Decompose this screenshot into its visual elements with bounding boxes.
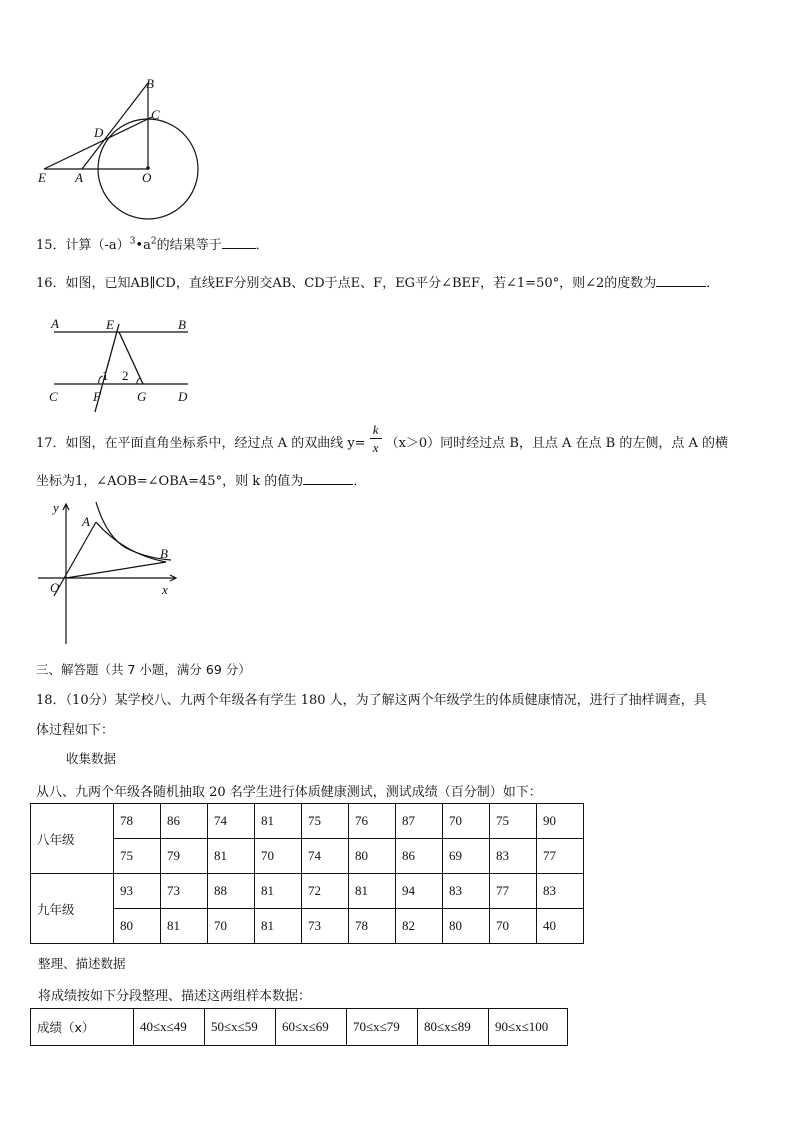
grade9-label: 九年级	[31, 874, 114, 944]
scores-table	[30, 803, 584, 944]
label-x: x	[162, 582, 168, 597]
hyperbola-figure	[36, 496, 186, 646]
score-ranges-table	[30, 1008, 568, 1046]
table-cell: 76	[349, 804, 396, 839]
table-cell: 81	[349, 874, 396, 909]
table-cell: 70	[443, 804, 490, 839]
q15-exp2: 2	[150, 236, 157, 247]
label-f: F	[93, 389, 101, 404]
table-cell: 40	[537, 909, 584, 944]
range-cell: 40≤x≤49	[134, 1009, 205, 1046]
label-g: G	[137, 389, 147, 404]
label-d: D	[94, 125, 104, 140]
table-row	[31, 1009, 568, 1046]
table-cell: 70	[255, 839, 302, 874]
table-cell: 72	[302, 874, 349, 909]
table-cell: 73	[302, 909, 349, 944]
q15-exp1: 3	[129, 236, 136, 247]
range-header: 成绩（x）	[31, 1009, 134, 1046]
table-cell: 70	[208, 909, 255, 944]
table-cell: 75	[114, 839, 161, 874]
table-cell: 86	[396, 839, 443, 874]
range-cell: 90≤x≤100	[489, 1009, 568, 1046]
table-cell: 73	[161, 874, 208, 909]
label-b: B	[146, 76, 154, 91]
table-cell: 83	[443, 874, 490, 909]
table-cell: 79	[161, 839, 208, 874]
question-17-line1	[36, 422, 728, 462]
table-cell: 78	[349, 909, 396, 944]
q15-end: ．	[255, 238, 269, 253]
table-cell: 81	[255, 804, 302, 839]
table-cell: 78	[114, 804, 161, 839]
q16-end: ．	[706, 276, 720, 291]
table-cell: 77	[490, 874, 537, 909]
table-cell: 90	[537, 804, 584, 839]
line-ob	[66, 562, 166, 578]
question-15	[36, 234, 269, 253]
table-cell: 81	[255, 874, 302, 909]
table-cell: 74	[208, 804, 255, 839]
range-cell: 70≤x≤79	[347, 1009, 418, 1046]
table-cell: 80	[443, 909, 490, 944]
q17-line1-prefix: 17．如图，在平面直角坐标系中，经过点 A 的双曲线 y=	[36, 436, 366, 451]
q17-end: ．	[353, 474, 367, 489]
label-e: E	[38, 170, 46, 185]
table-cell: 69	[443, 839, 490, 874]
question-18-intro: 从八、九两个年级各随机抽取 20 名学生进行体质健康测试，测试成绩（百分制）如下：	[36, 785, 542, 800]
table-cell: 81	[161, 909, 208, 944]
table-cell: 80	[114, 909, 161, 944]
label-d: D	[178, 389, 188, 404]
organize-data-heading: 整理、描述数据	[38, 956, 126, 971]
collect-data-heading: 收集数据	[66, 751, 117, 766]
q17-frac-num: k	[372, 422, 379, 437]
table-cell: 75	[490, 804, 537, 839]
table-cell: 77	[537, 839, 584, 874]
circle-tangent-figure	[30, 75, 210, 225]
table-row	[31, 804, 584, 839]
q17-fraction	[370, 422, 382, 457]
parallel-lines-figure	[40, 312, 210, 414]
q15-mid: •a	[135, 238, 151, 253]
q15-suffix: 的结果等于	[156, 238, 222, 253]
grade8-label: 八年级	[31, 804, 114, 874]
table-cell: 83	[537, 874, 584, 909]
label-c: C	[151, 107, 160, 122]
label-a: A	[51, 316, 59, 331]
table-row	[31, 839, 584, 874]
table-row	[31, 874, 584, 909]
q15-prefix: 15．计算（-a）	[36, 238, 130, 253]
range-cell: 60≤x≤69	[276, 1009, 347, 1046]
table-cell: 88	[208, 874, 255, 909]
angle-2-arc	[137, 378, 140, 384]
table-cell: 81	[208, 839, 255, 874]
table-cell: 80	[349, 839, 396, 874]
section-3-heading: 三、解答题（共 7 小题，满分 69 分）	[36, 662, 251, 677]
table-cell: 86	[161, 804, 208, 839]
label-o: O	[50, 580, 60, 595]
label-a: A	[75, 170, 83, 185]
line-oa-extended	[54, 522, 96, 596]
table-cell: 83	[490, 839, 537, 874]
label-angle-1: 1	[102, 368, 109, 383]
table-cell: 74	[302, 839, 349, 874]
table-row	[31, 909, 584, 944]
table-cell: 94	[396, 874, 443, 909]
q16-answer-blank	[656, 286, 706, 287]
table-cell: 82	[396, 909, 443, 944]
line-ab	[82, 83, 148, 169]
label-b: B	[178, 317, 186, 332]
label-angle-2: 2	[122, 368, 129, 383]
q17-answer-blank	[303, 484, 353, 485]
label-y: y	[53, 500, 59, 515]
table-cell: 93	[114, 874, 161, 909]
table-cell: 81	[255, 909, 302, 944]
label-a: A	[82, 514, 90, 529]
table-cell: 87	[396, 804, 443, 839]
question-16	[36, 272, 719, 291]
q17-line1-suffix: （x＞0）同时经过点 B，且点 A 在点 B 的左侧，点 A 的横	[385, 436, 728, 451]
question-17-line2	[36, 470, 366, 489]
organize-intro: 将成绩按如下分段整理、描述这两组样本数据：	[38, 989, 312, 1004]
table-cell: 75	[302, 804, 349, 839]
label-e: E	[106, 317, 114, 332]
range-cell: 50≤x≤59	[205, 1009, 276, 1046]
table-cell: 70	[490, 909, 537, 944]
question-18-line1: 18．（10分）某学校八、九两个年级各有学生 180 人，为了解这两个年级学生的体质健康情况，进行了抽样调查，具	[36, 693, 707, 708]
label-c: C	[49, 389, 58, 404]
q17-frac-den: x	[372, 440, 379, 455]
label-o: O	[142, 170, 152, 185]
range-cell: 80≤x≤89	[418, 1009, 489, 1046]
q15-answer-blank	[222, 248, 256, 249]
question-18-line2: 体过程如下：	[36, 723, 115, 738]
q16-text: 16．如图，已知AB∥CD，直线EF分别交AB、CD于点E、F，EG平分∠BEF，若∠1=50°，则∠2的度数为	[36, 276, 657, 291]
q17-line2: 坐标为1，∠AOB=∠OBA=45°，则 k 的值为	[36, 474, 304, 489]
label-b: B	[160, 546, 168, 561]
